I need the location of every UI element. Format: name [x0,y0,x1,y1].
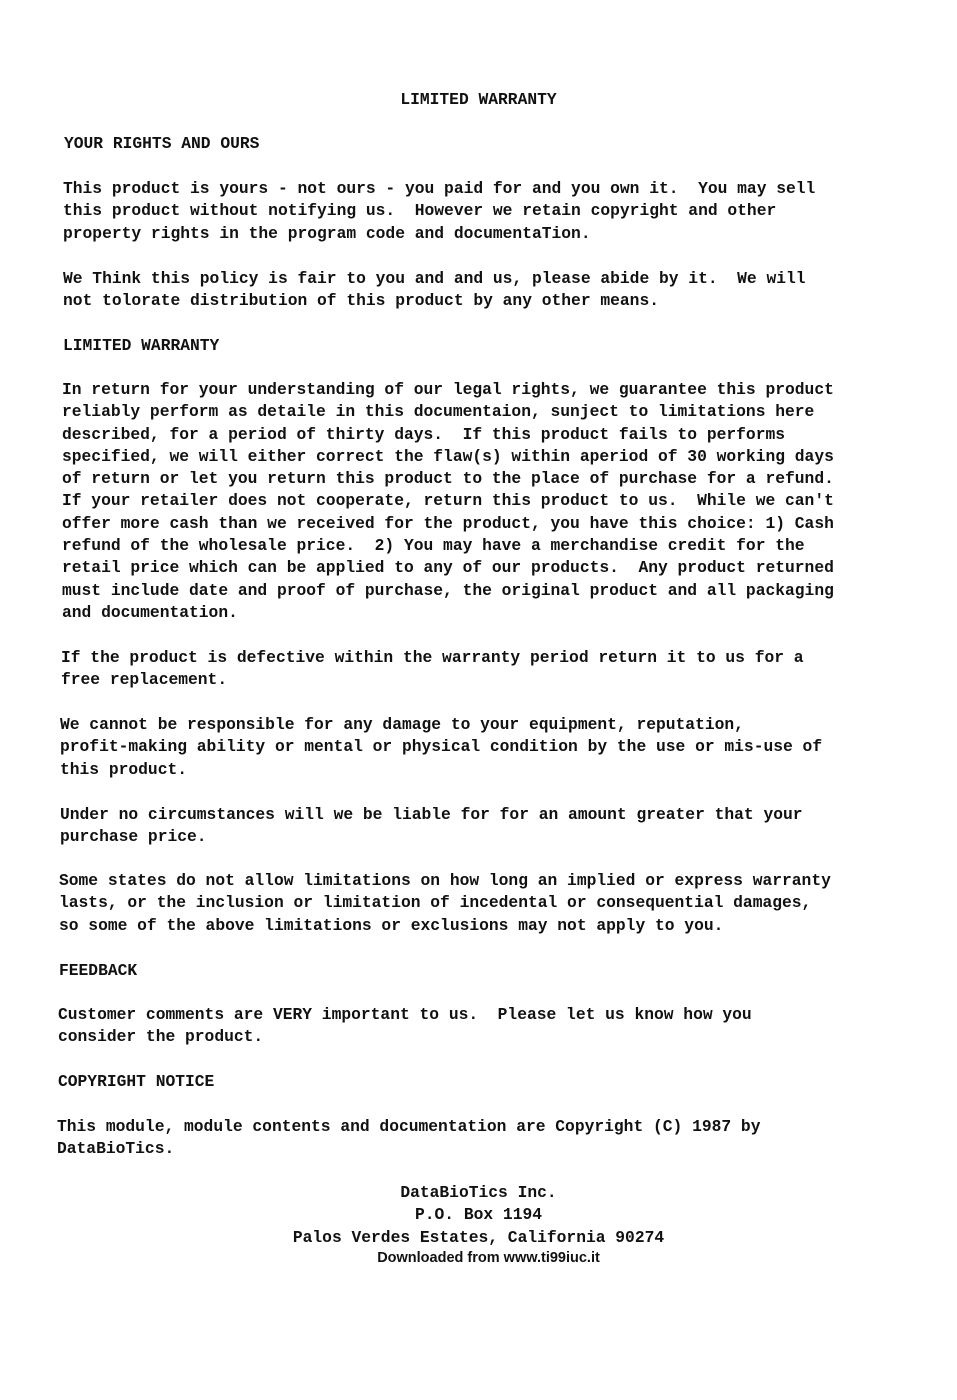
address-po-box: P.O. Box 1194 [414,1205,542,1225]
warranty-paragraph-4: Under no circumstances will we be liable for for an amount greater that your purchase price. [60,805,803,847]
feedback-paragraph: Customer comments are VERY important to us. Please let us know how you consider the product. [58,1005,752,1047]
warranty-heading: LIMITED WARRANTY [63,336,220,355]
warranty-paragraph-2: If the product is defective within the warranty period return it to us for a free replacement. [61,648,804,690]
rights-heading: YOUR RIGHTS AND OURS [64,134,260,153]
page-title: LIMITED WARRANTY [400,90,557,109]
feedback-heading: FEEDBACK [59,961,138,980]
company-address [0,1182,957,1249]
copyright-heading: COPYRIGHT NOTICE [58,1072,215,1091]
download-note: Downloaded from www.ti99iuc.it [377,1250,600,1266]
warranty-paragraph-3: We cannot be responsible for any damage to your equipment, reputation, profit-making ability or mental or physical condition by the use or mis-use of this product. [60,715,823,779]
rights-paragraph-1: This product is yours - not ours - you paid for and you own it. You may sell this product without notifying us. However we retain copyright and other property rights in the program code and documentaTion. [63,179,816,243]
address-company-name: DataBioTics Inc. [400,1183,557,1202]
warranty-paragraph-5: Some states do not allow limitations on how long an implied or express warranty lasts, or the inclusion or limitation of incedental or consequential damages, so some of the above limitations or exclusions may not apply to you. [59,871,831,935]
address-city: Palos Verdes Estates, California 90274 [292,1227,665,1247]
warranty-paragraph-1: In return for your understanding of our legal rights, we guarantee this product reliably perform as detaile in this documentaion, sunject to limitations here described, for a period of thirty days. If this product fails to performs specified, we will either correct the flaw(s) within aperiod of 30 working days of return or let you return this product to the place of purchase for a refund. If your retailer does not cooperate, return this product to us. While we can't offer more cash than we received for the product, you have this choice: 1) Cash refund of the wholesale price. 2) You may have a merchandise credit for the retail price which can be applied to any of our products. Any product returned must include date and proof of purchase, the original product and all packaging and documentation. [62,380,834,622]
rights-paragraph-2: We Think this policy is fair to you and and us, please abide by it. We will not tolorate distribution of this product by any other means. [63,269,806,311]
copyright-paragraph: This module, module contents and documentation are Copyright (C) 1987 by DataBioTics. [57,1117,761,1159]
